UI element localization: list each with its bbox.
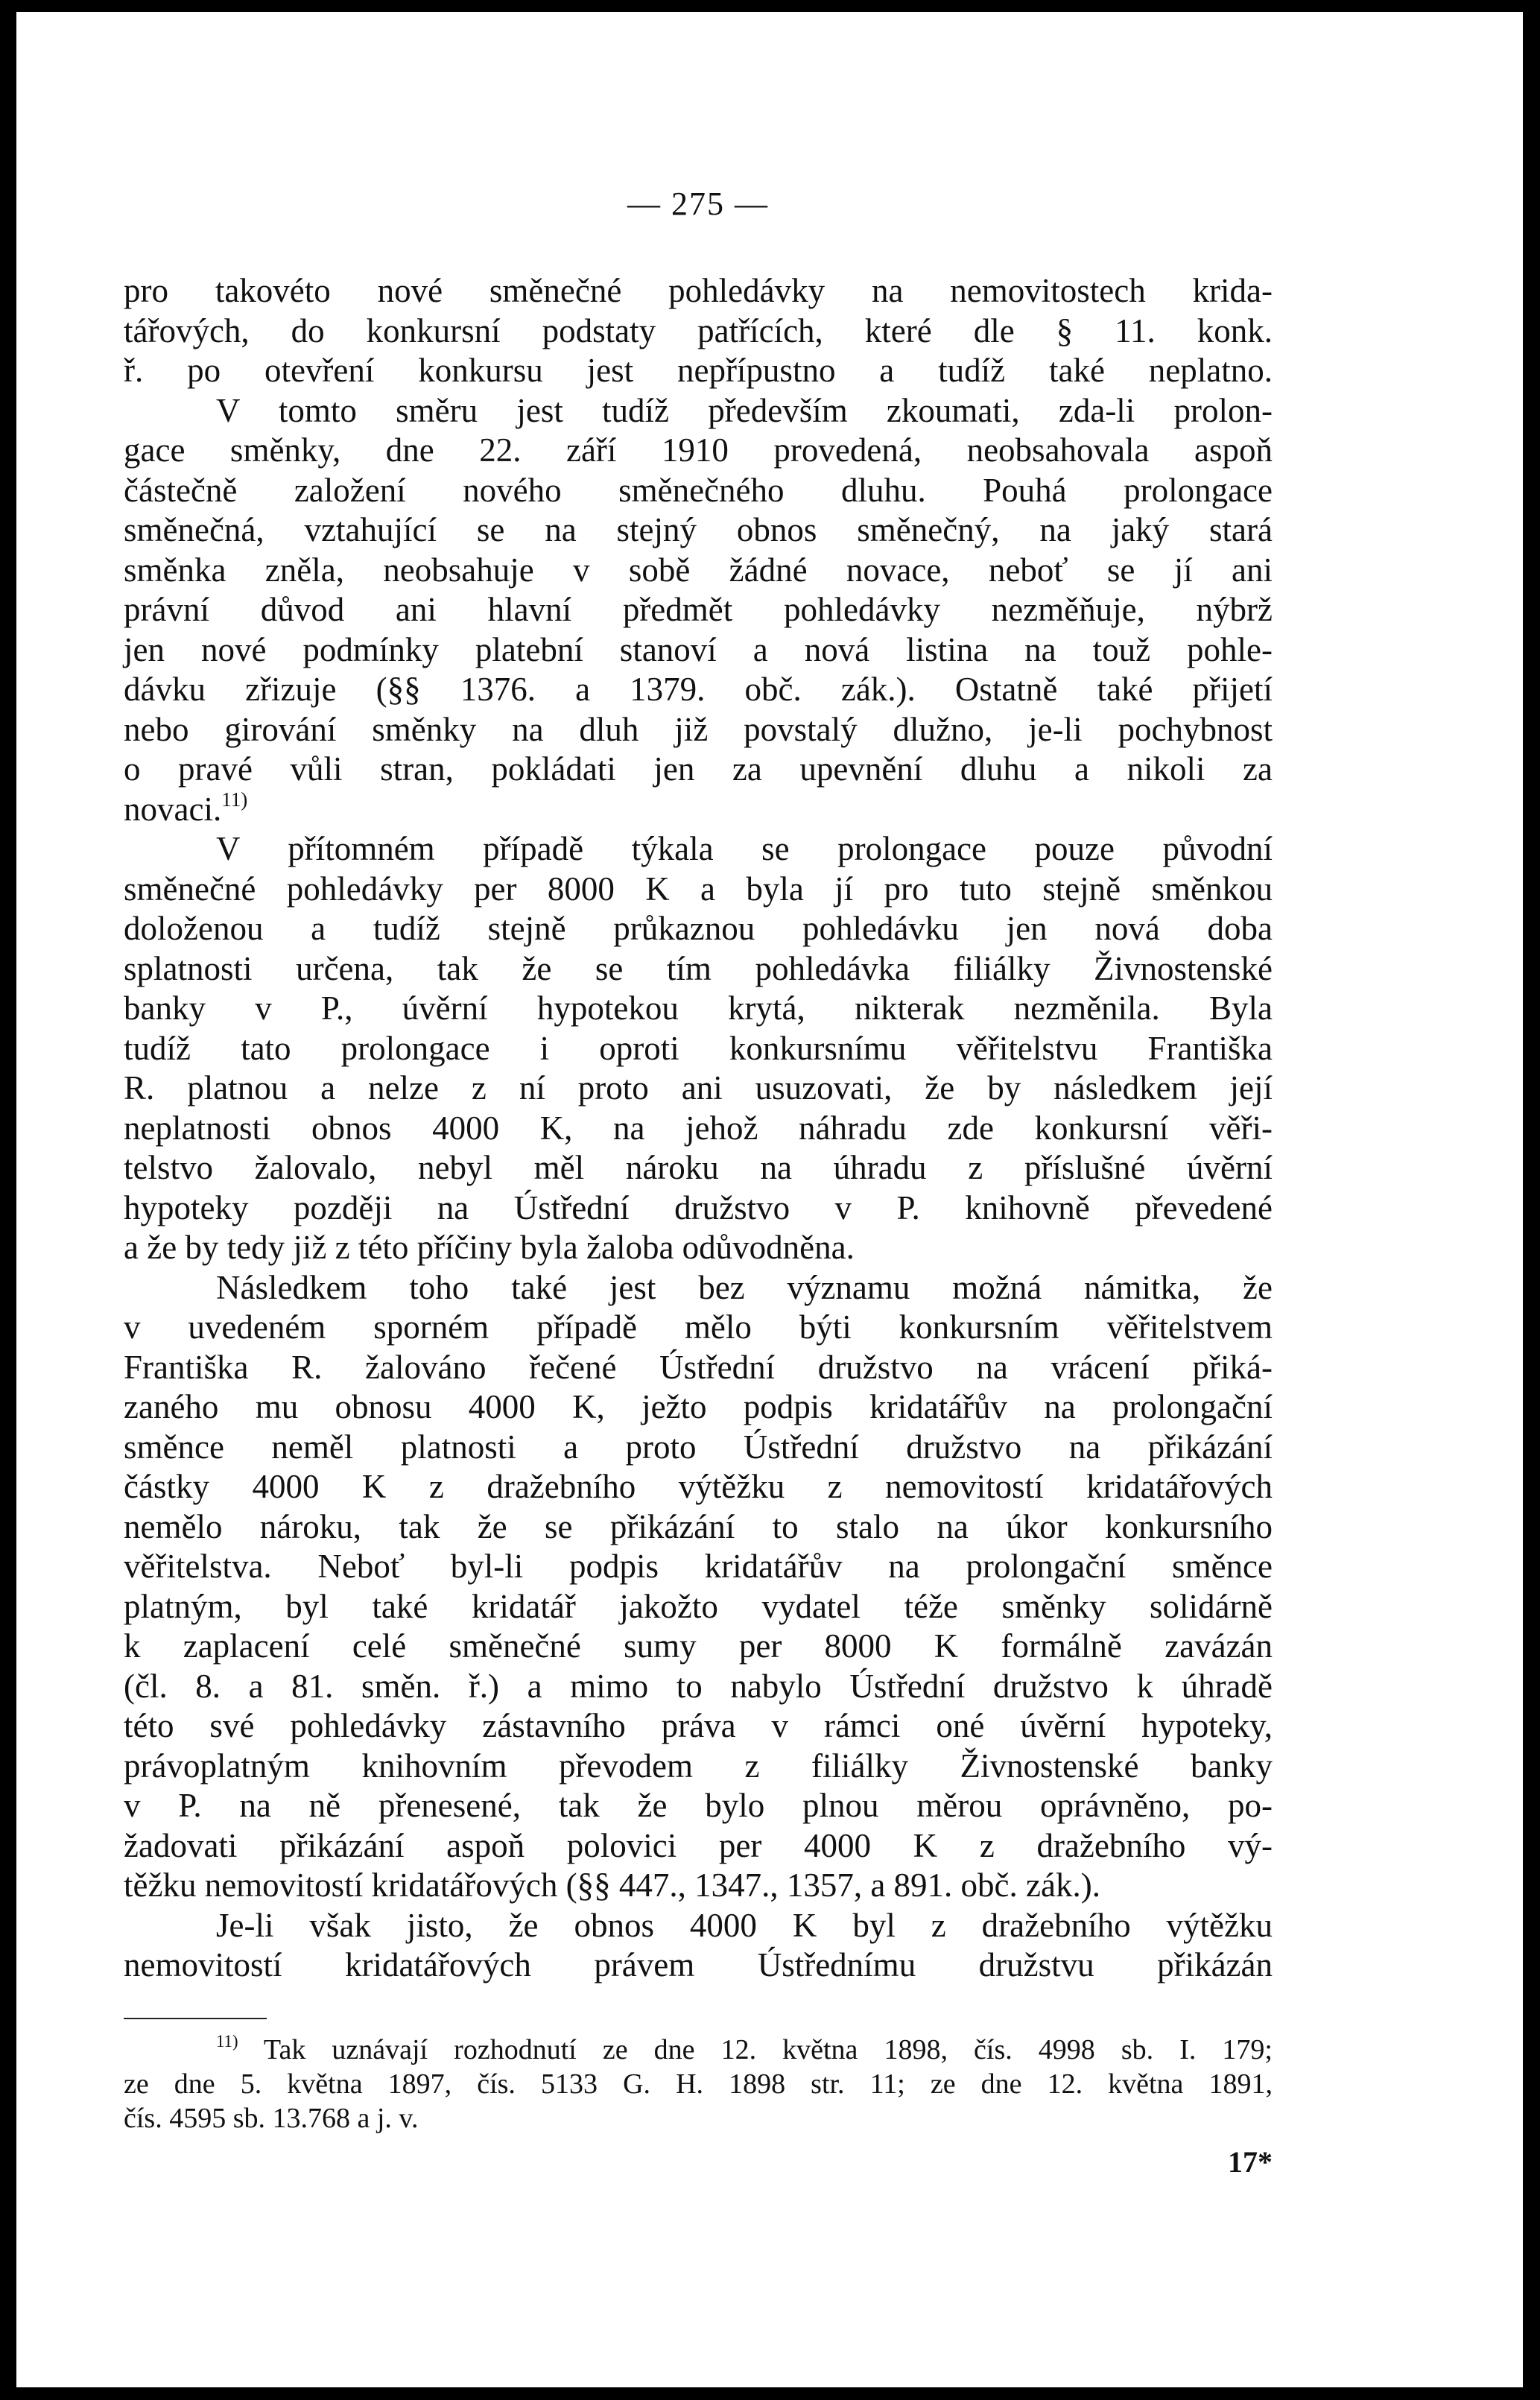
text-line-content: směnečné pohledávky per 8000 K a byla jí pro tuto stejně směnkou [124,870,1273,908]
footnote-rule [124,2018,267,2019]
text-line-content: a že by tedy již z této příčiny byla žaloba odůvodněna. [124,1229,855,1266]
text-line-content: právoplatným knihovním převodem z filiálky Živnostenské banky [124,1747,1273,1785]
text-line-content: (čl. 8. a 81. směn. ř.) a mimo to nabylo Ústřední družstvo k úhradě [124,1667,1273,1705]
text-line-content: gace směnky, dne 22. září 1910 provedená, neobsahovala aspoň [124,431,1273,469]
text-line-content: pro takovéto nové směnečné pohledávky na nemovitostech krida- [124,272,1273,309]
text-line-content: platným, byl také kridatář jakožto vydatel téže směnky solidárně [124,1587,1273,1625]
text-line-content: částky 4000 K z dražebního výtěžku z nemovitostí kridatářových [124,1468,1273,1505]
text-line [124,1348,1273,1388]
text-line-content: zaného mu obnosu 4000 K, ježto podpis kridatářův na prolongační [124,1388,1273,1425]
footnote-line [124,2067,1273,2101]
text-line [124,1109,1273,1149]
text-line [124,1547,1273,1587]
body-text [124,271,1273,1986]
text-line-content: dávku zřizuje (§§ 1376. a 1379. obč. zák.). Ostatně také přijetí [124,671,1273,708]
text-line [124,1587,1273,1627]
text-line [124,1866,1273,1906]
text-line-content: žadovati přikázání aspoň polovici per 4000 K z dražebního vý- [124,1826,1273,1864]
text-line [124,471,1273,511]
text-line-content: těžku nemovitostí kridatářových (§§ 447., 1347., 1357, a 891. obč. zák.). [124,1867,1100,1904]
text-line-content: telstvo žalovalo, nebyl měl nároku na úhradu z příslušné úvěrní [124,1149,1273,1186]
text-line-content: nemovitostí kridatářových právem Ústřednímu družstvu přikázán [124,1946,1273,1983]
footnote-line [124,2101,1273,2135]
text-line [124,989,1273,1029]
footnote-reference: 11) [221,788,248,811]
text-line [124,710,1273,750]
text-line-content: v uvedeném sporném případě mělo býti konkursním věřitelstvem [124,1308,1273,1346]
text-line-content: Františka R. žalováno řečené Ústřední družstvo na vrácení přiká- [124,1348,1273,1386]
text-line [124,1467,1273,1507]
text-line-content: této své pohledávky zástavního práva v rámci oné úvěrní hypoteky, [124,1707,1273,1744]
page-number: — 275 — [627,186,769,222]
footnote-line-content: čís. 4595 sb. 13.768 a j. v. [124,2103,419,2134]
text-line [124,551,1273,591]
text-line-content: splatnosti určena, tak že se tím pohledávka filiálky Živnostenské [124,949,1273,987]
text-line-content: tářových, do konkursní podstaty patřících, které dle § 11. konk. [124,311,1273,349]
text-line [124,590,1273,630]
text-line [124,949,1273,990]
signature-mark: 17* [1228,2145,1273,2179]
text-line-content: Je-li však jisto, že obnos 4000 K byl z dražebního výtěžku [216,1906,1273,1944]
footnotes [124,2033,1273,2135]
text-line [124,391,1273,431]
text-line [124,1706,1273,1747]
text-line [124,790,1273,830]
text-line-content: tudíž tato prolongace i oproti konkursnímu věřitelstvu Františka [124,1029,1273,1067]
text-line [124,351,1273,391]
text-line [124,1268,1273,1308]
text-line [124,1747,1273,1787]
text-line [124,670,1273,710]
text-line [124,1627,1273,1667]
text-line-content: banky v P., úvěrní hypotekou krytá, nikterak nezměnila. Byla [124,990,1273,1027]
text-line [124,1428,1273,1468]
text-line [124,1945,1273,1986]
text-line [124,870,1273,910]
text-line [124,510,1273,551]
text-line [124,1906,1273,1946]
text-line-content: v P. na ně přenesené, tak že bylo plnou měrou oprávněno, po- [124,1787,1273,1824]
text-line [124,1148,1273,1188]
text-line [124,311,1273,352]
text-line-content: směnečná, vztahující se na stejný obnos směnečný, na jaký stará [124,511,1273,548]
text-line-content: ř. po otevření konkursu jest nepřípustno a tudíž také neplatno. [124,352,1273,389]
text-line [124,829,1273,870]
text-line-content: jen nové podmínky platební stanoví a nová listina na touž pohle- [124,630,1273,668]
text-line-content: neplatnosti obnos 4000 K, na jehož náhradu zde konkursní věři- [124,1109,1273,1147]
text-line [124,909,1273,949]
text-line [124,1507,1273,1548]
text-line-content: nemělo nároku, tak že se přikázání to stalo na úkor konkursního [124,1507,1273,1545]
text-line-content: Následkem toho také jest bez významu možná námitka, že [216,1268,1273,1306]
text-line [124,271,1273,311]
text-line-content: k zaplacení celé směnečné sumy per 8000 K formálně zavázán [124,1627,1273,1665]
text-line-content: částečně založení nového směnečného dluhu. Pouhá prolongace [124,471,1273,509]
text-line [124,630,1273,671]
text-line-content: V tomto směru jest tudíž především zkoumati, zda-li prolon- [216,391,1273,429]
text-line [124,1068,1273,1109]
document-page [16,12,1523,2387]
text-line [124,1308,1273,1348]
text-line-content: hypoteky později na Ústřední družstvo v P. knihovně převedené [124,1188,1273,1226]
footnote-line-content: Tak uznávají rozhodnutí ze dne 12. května 1898, čís. 4998 sb. I. 179; [238,2034,1273,2065]
text-line [124,750,1273,790]
text-line [124,1188,1273,1229]
footnote-marker: 11) [216,2032,238,2051]
footnote-line-content: ze dne 5. května 1897, čís. 5133 G. H. 1898 str. 11; ze dne 12. května 1891, [124,2068,1273,2100]
text-line [124,1786,1273,1826]
text-line [124,1826,1273,1867]
text-line [124,431,1273,471]
footnote-line [124,2033,1273,2067]
text-line-content: směnka zněla, neobsahuje v sobě žádné novace, neboť se jí ani [124,551,1273,589]
text-line [124,1228,1273,1268]
text-line-content: R. platnou a nelze z ní proto ani usuzovati, že by následkem její [124,1069,1273,1106]
text-line-content: právní důvod ani hlavní předmět pohledávky nezměňuje, nýbrž [124,591,1273,628]
text-line-content: V přítomném případě týkala se prolongace pouze původní [216,830,1273,867]
text-line-content: doloženou a tudíž stejně průkaznou pohledávku jen nová doba [124,910,1273,947]
text-line [124,1667,1273,1707]
text-line [124,1387,1273,1428]
text-line-content: nebo girování směnky na dluh již povstalý dlužno, je-li pochybnost [124,710,1273,748]
text-line-content: o pravé vůli stran, pokládati jen za upevnění dluhu a nikoli za [124,750,1273,788]
text-line-content: směnce neměl platnosti a proto Ústřední družstvo na přikázání [124,1428,1273,1466]
text-line-content: věřitelstva. Neboť byl-li podpis kridatářův na prolongační směnce [124,1548,1273,1585]
text-line-content: novaci. [124,790,222,828]
text-line [124,1029,1273,1069]
